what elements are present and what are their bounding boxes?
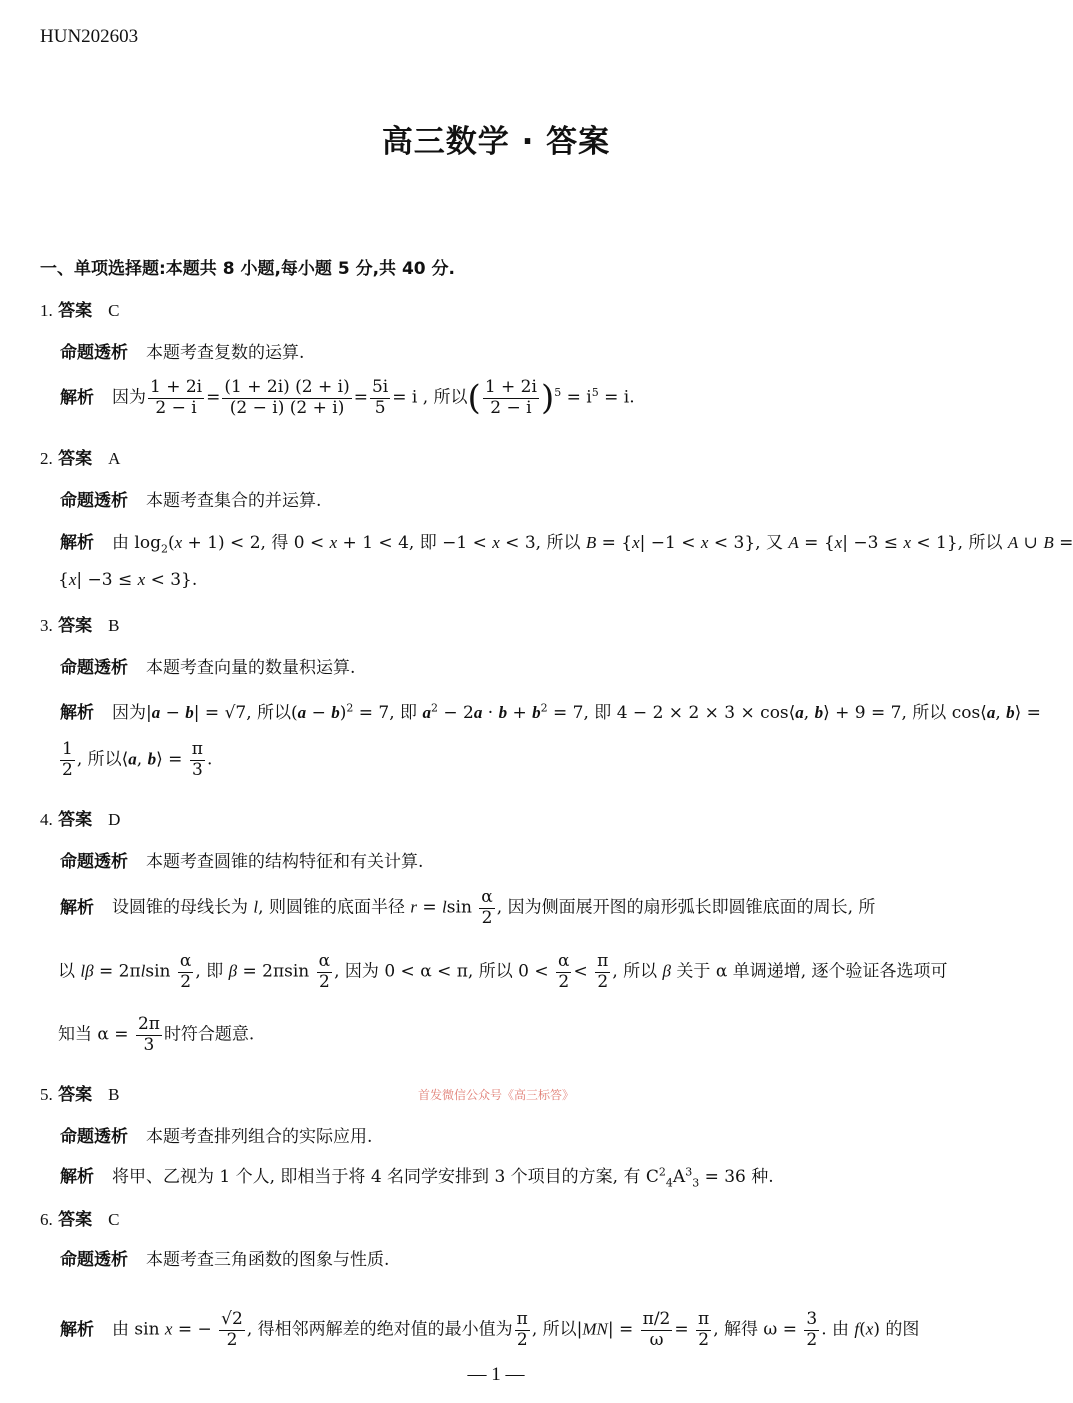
section-heading: 一、单项选择题:本题共 8 小题,每小题 5 分,共 40 分.	[40, 259, 455, 279]
question-4-intent: 命题透析 本题考查圆锥的结构特征和有关计算.	[60, 852, 424, 872]
question-4-answer: D	[108, 810, 121, 829]
question-4-analysis-cont-1: 以 lβ = 2πlsin $\frac{\alpha}{2}$ , 即 β = 2πsin $\frac{\alpha}{2}$ , 因为 0 < α < π, 所以 0 < $\frac{\alpha}{2}$ < $\frac{\pi}{2}$ , 所以 β 关于 α 单调递增, 逐个验证各选项可	[58, 951, 948, 992]
question-2-analysis: 解析 由 $\log_2(x + 1) < 2$, 得 0 < x + 1 < 4, 即 −1 < x < 3, 所以 B = {x| −1 < x < 3}, 又 A = {x| −3 ≤ x < 1}, 所以 A ∪ B =	[60, 533, 1073, 556]
question-4-header: 4. 答案 D	[40, 810, 121, 830]
question-3-answer: B	[108, 616, 120, 635]
question-6-header: 6. 答案 C	[40, 1210, 120, 1230]
question-6-intent: 命题透析 本题考查三角函数的图象与性质.	[60, 1250, 390, 1270]
question-2-header: 2. 答案 A	[40, 449, 121, 469]
question-4-analysis: 解析 设圆锥的母线长为 l, 则圆锥的底面半径 r = lsin $\frac{\alpha}{2}$ , 因为侧面展开图的扇形弧长即圆锥底面的周长, 所	[60, 887, 876, 928]
question-3-intent: 命题透析 本题考查向量的数量积运算.	[60, 658, 356, 678]
watermark: 首发微信公众号《高三标答》	[417, 1088, 574, 1102]
question-5-answer: B	[108, 1085, 120, 1104]
question-3-analysis-cont: $\frac{1}{2}$ , 所以⟨a, b⟩ = $\frac{\pi}{3}$ .	[62, 739, 213, 780]
question-1-header: 1. 答案 C	[40, 301, 120, 321]
question-1-analysis: 解析 因为 $\frac{1 + 2i}{2 - i}$ = $\frac{(1 + 2i) (2 + i)}{(2 - i) (2 + i)}$ = $\frac{5i}{5}$ = i , 所以( $\frac{1 + 2i}{2 - i}$ )$^5 = i^5 = i$.	[60, 377, 635, 419]
question-5-header: 5. 答案 B	[40, 1085, 120, 1105]
page-number: — 1 —	[467, 1364, 525, 1385]
question-2-analysis-cont: {x| −3 ≤ x < 3}.	[58, 570, 198, 590]
question-3-analysis: 解析 因为|a − b| = √7, 所以$(a - b)^2 = 7$, 即 $a^2 - 2a \cdot b + b^2 = 7$, 即 4 − 2 × 2 × 3 × cos⟨a, b⟩ + 9 = 7, 所以 cos⟨a, b⟩ =	[60, 701, 1041, 723]
exam-code: HUN202603	[40, 26, 139, 47]
question-3-header: 3. 答案 B	[40, 616, 120, 636]
question-2-intent: 命题透析 本题考查集合的并运算.	[60, 491, 322, 511]
question-1-intent: 命题透析 本题考查复数的运算.	[60, 343, 305, 363]
question-5-intent: 命题透析 本题考查排列组合的实际应用.	[60, 1127, 373, 1147]
question-2-answer: A	[108, 449, 121, 468]
question-6-answer: C	[108, 1210, 120, 1229]
question-1-answer: C	[108, 301, 120, 320]
page-title: 高三数学 · 答案	[381, 124, 611, 160]
question-4-analysis-cont-2: 知当 α = $\frac{2\pi}{3}$ 时符合题意.	[58, 1014, 255, 1055]
question-5-analysis: 解析 将甲、乙视为 1 个人, 即相当于将 4 名同学安排到 3 个项目的方案, 有 $C^2_4A^3_3 = 36$ 种.	[60, 1165, 774, 1190]
question-6-analysis: 解析 由 sin x = − $\frac{√2}{2}$ , 得相邻两解差的绝对值的最小值为 $\frac{\pi}{2}$ , 所以|MN| = $\frac{\pi/2}{\omega}$ = $\frac{\pi}{2}$ , 解得 ω = $\frac{3}{2}$ . 由 f(x) 的图	[60, 1309, 920, 1350]
